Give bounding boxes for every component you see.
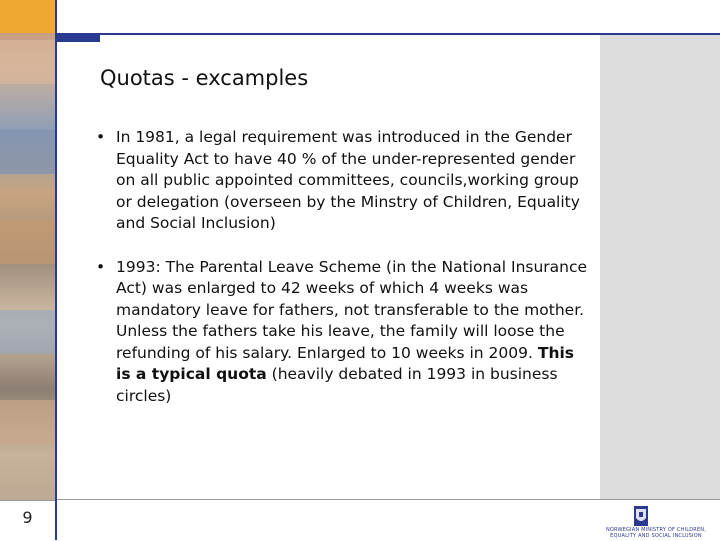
accent-block	[0, 0, 55, 33]
bullet-icon: •	[96, 128, 106, 146]
ministry-logo-text: NORWEGIAN MINISTRY OF CHILDREN, EQUALITY AND SOCIAL INCLUSION	[605, 527, 707, 539]
bullet-text: In 1981, a legal requirement was introduced in the Gender Equality Act to have 40 % of the under-represented gender on all public appointed committees, councils,working group or delegation (overseen by the Minstry of Children, Equality and Social Inclusion)	[116, 128, 580, 232]
slide-title: Quotas - excamples	[100, 66, 309, 90]
bullet-text: 1993: The Parental Leave Scheme (in the National Insurance Act) was enlarged to 42 weeks of which 4 weeks was mandatory leave for fathers, not transferable to the mother. Unless the fathers take his leave, the family will loose the refunding of his salary. Enlarged to 10 weeks in 2009.	[116, 257, 588, 362]
side-panel	[600, 35, 720, 500]
bullet-text: (heavily debated in 1993 in business circles)	[116, 365, 558, 405]
photo-tile	[0, 220, 55, 264]
vertical-divider	[55, 0, 57, 540]
ministry-logo	[596, 506, 716, 538]
photo-tile	[0, 310, 55, 354]
photo-tile	[0, 400, 55, 444]
page-number: 9	[22, 508, 33, 527]
photo-collage-strip	[0, 0, 55, 540]
coat-of-arms-icon	[634, 506, 648, 526]
photo-tile	[0, 40, 55, 84]
bullet-bold-text: This is a typical quota	[116, 343, 575, 383]
bullet-item	[92, 257, 592, 408]
bullet-item	[92, 127, 592, 235]
accent-tab	[57, 35, 100, 42]
slide-content	[92, 127, 592, 429]
bullet-icon: •	[96, 257, 106, 276]
bottom-rule	[57, 499, 720, 500]
photo-tile	[0, 130, 55, 174]
